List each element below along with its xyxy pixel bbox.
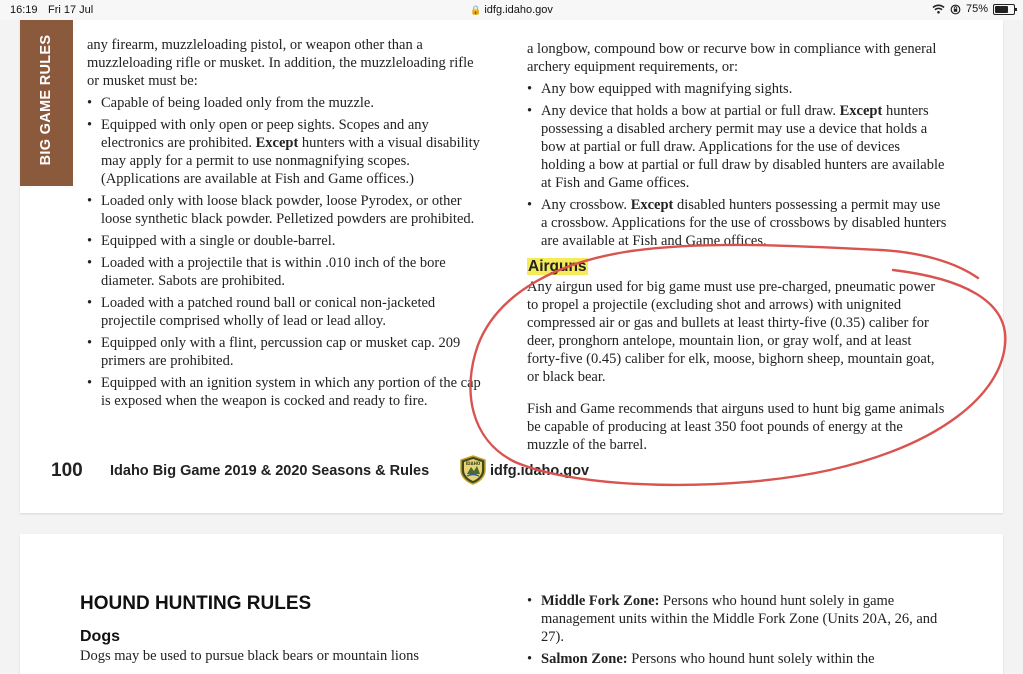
list-item: • Any bow equipped with magnifying sights. (527, 80, 947, 98)
status-bar (0, 0, 1023, 20)
airguns-heading (527, 258, 947, 276)
status-time: 16:19 (10, 4, 38, 16)
left-intro: any firearm, muzzleloading pistol, or weapon other than a muzzleloading rifle or musket. In addition, the muzzleloading rifle or musket must be: (87, 37, 474, 89)
zone-list (527, 592, 947, 672)
list-item: • Loaded with a projectile that is within .010 inch of the bore diameter. Sabots are prohibited. (87, 254, 487, 290)
lock-icon: 🔒 (470, 5, 482, 15)
section-tab-label: BIG GAME RULES (38, 34, 54, 166)
dogs-paragraph: Dogs may be used to pursue black bears or mountain lions (80, 648, 420, 664)
archery-equipment-list (527, 80, 947, 250)
footer-url[interactable]: idfg.idaho.gov (490, 463, 590, 479)
battery-icon (993, 4, 1015, 15)
right-column (527, 40, 947, 454)
svg-text:IDAHO: IDAHO (465, 461, 481, 466)
page-number: 100 (51, 460, 83, 481)
list-item: • Equipped only with a flint, percussion cap or musket cap. 209 primers are prohibited. (87, 334, 487, 370)
airguns-paragraph-1: Any airgun used for big game must use pre-charged, pneumatic power to propel a projectile (excluding shot and arrows) with unignited compressed air or gas and bullets at least thirty-five (0.35) caliber for deer, pronghorn antelope, mountain lion, or gray wolf, and at least forty-five (0.45) caliber for elk, moose, bighorn sheep, mountain goat, or black bear. (527, 279, 936, 385)
list-item: • Equipped with an ignition system in which any portion of the cap is exposed when the weapon is cocked and ready to fire. (87, 374, 487, 410)
airguns-paragraph-2: Fish and Game recommends that airguns used to hunt big game animals be capable of producing at least 350 foot pounds of energy at the muzzle of the barrel. (527, 401, 945, 453)
status-date: Fri 17 Jul (48, 4, 94, 16)
document-page-100[interactable] (20, 20, 1003, 513)
list-item: • Loaded with a patched round ball or conical non-jacketed projectile comprised wholly of lead or lead alloy. (87, 294, 487, 330)
list-item: • Loaded only with loose black powder, loose Pyrodex, or other loose synthetic black powder. Pelletized powders are prohibited. (87, 192, 487, 228)
list-item: • Any device that holds a bow at partial or full draw. Except hunters possessing a disabled archery permit may use a device that holds a bow at partial or full draw. Applications for the use of devices holding a bow at partial or full draw by disabled hunters are available at Fish and Game offices. (527, 102, 947, 192)
right-intro: a longbow, compound bow or recurve bow in compliance with general archery equipment requirements, or: (527, 41, 937, 75)
wifi-icon (932, 4, 945, 14)
orientation-lock-icon (950, 4, 961, 15)
battery-percent: 75% (965, 3, 988, 15)
list-item: • Salmon Zone: Persons who hound hunt solely within the (527, 650, 947, 668)
address-url: idfg.idaho.gov (484, 4, 553, 16)
section-tab (20, 20, 73, 186)
hound-hunting-heading: HOUND HUNTING RULES (80, 593, 312, 614)
muzzleloader-requirements-list (87, 94, 487, 410)
list-item: • Any crossbow. Except disabled hunters possessing a permit may use a crossbow. Applications for the use of crossbows by disabled hunters are available at Fish and Game offices. (527, 196, 947, 250)
list-item: • Capable of being loaded only from the muzzle. (87, 94, 487, 112)
publication-title: Idaho Big Game 2019 & 2020 Seasons & Rules (110, 463, 430, 479)
left-column (87, 36, 487, 414)
list-item: • Equipped with a single or double-barrel. (87, 232, 487, 250)
idaho-fish-game-seal-icon (458, 455, 488, 485)
page-footer (20, 460, 1003, 484)
address-bar[interactable] (0, 4, 1023, 16)
document-page-101[interactable] (20, 534, 1003, 674)
list-item: • Equipped with only open or peep sights. Scopes and any electronics are prohibited. Except hunters with a visual disability may apply for a permit to use nonmagnifying scopes. (Applications are available at Fish and Game offices.) (87, 116, 487, 188)
dogs-subheading: Dogs (80, 628, 120, 645)
status-indicators (932, 3, 1015, 15)
airguns-highlight: Airguns (528, 258, 587, 275)
list-item: • Middle Fork Zone: Persons who hound hunt solely in game management units within the Middle Fork Zone (Units 20A, 26, and 27). (527, 592, 947, 646)
